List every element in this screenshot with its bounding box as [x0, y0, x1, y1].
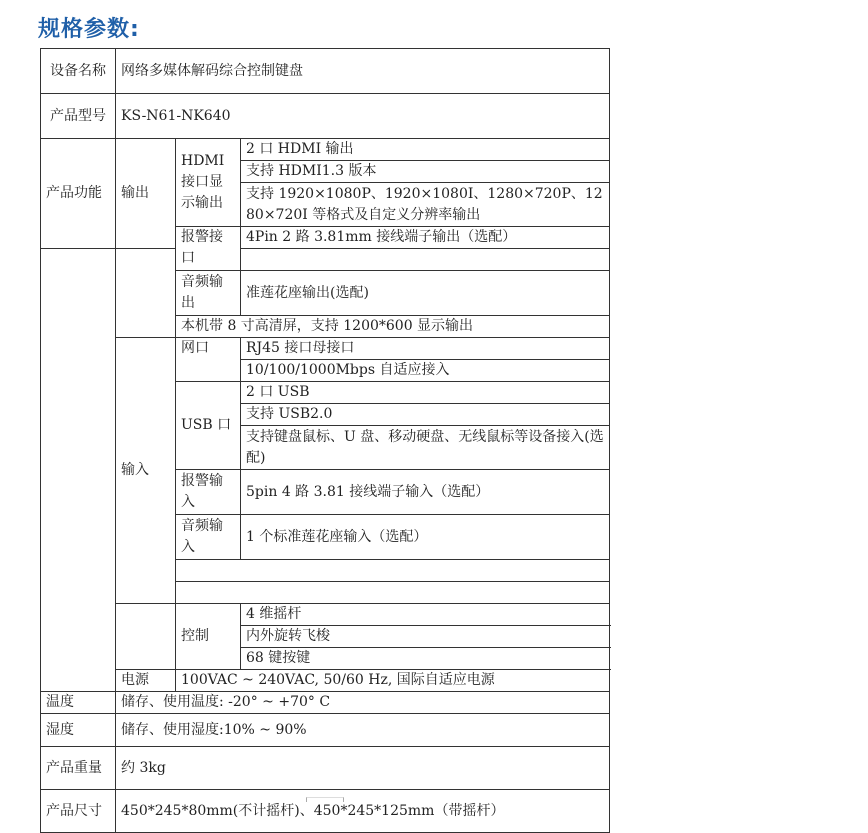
size-label: 产品尺寸	[41, 790, 116, 833]
hdmi-spec-3: 支持 1920×1080P、1920×1080I、1280×720P、1280×720I 等格式及自定义分辨率输出	[241, 183, 610, 227]
table-row	[41, 692, 610, 714]
power-value: 100VAC ~ 240VAC, 50/60 Hz, 国际自适应电源	[176, 670, 610, 692]
table-row	[41, 49, 610, 94]
control-spec-1: 4 维摇杆	[241, 604, 610, 626]
control-label: 控制	[176, 604, 241, 670]
hdmi-label: HDMI 接口显示输出	[176, 139, 241, 227]
weight-value: 约 3kg	[116, 747, 610, 790]
table-row	[41, 747, 610, 790]
alarm-in-value: 5pin 4 路 3.81 接线端子输入（选配）	[241, 470, 610, 515]
output-label: 输出	[116, 139, 176, 249]
audio-out-label: 音频输出	[176, 271, 241, 316]
hdmi-spec-1: 2 口 HDMI 输出	[241, 139, 610, 161]
temperature-value: 储存、使用温度: -20° ~ +70° C	[116, 692, 610, 714]
hdmi-spec-2: 支持 HDMI1.3 版本	[241, 161, 610, 183]
spec-table	[40, 48, 610, 833]
control-spec-2: 内外旋转飞梭	[241, 626, 610, 648]
model-label: 产品型号	[41, 94, 116, 139]
usb-spec-1: 2 口 USB	[241, 382, 610, 404]
spec-heading: 规格参数:	[38, 17, 140, 42]
function-label: 产品功能	[41, 139, 116, 249]
net-spec-2: 10/100/1000Mbps 自适应接入	[241, 360, 610, 382]
table-row	[41, 670, 610, 692]
input-label: 输入	[116, 338, 176, 604]
audio-in-label: 音频输入	[176, 515, 241, 560]
alarm-out-label: 报警接口	[176, 227, 241, 271]
table-row	[41, 94, 610, 139]
audio-out-value: 准莲花座输出(选配)	[241, 271, 610, 316]
table-row	[41, 139, 610, 161]
table-row	[41, 249, 610, 271]
audio-in-value: 1 个标准莲花座输入（选配）	[241, 515, 610, 560]
model-value: KS-N61-NK640	[116, 94, 610, 139]
table-row	[41, 604, 610, 626]
power-label: 电源	[116, 670, 176, 692]
weight-label: 产品重量	[41, 747, 116, 790]
alarm-out-value: 4Pin 2 路 3.81mm 接线端子输出（选配）	[241, 227, 610, 249]
control-spec-3: 68 键按键	[241, 648, 610, 670]
humidity-value: 储存、使用湿度:10% ~ 90%	[116, 714, 610, 747]
size-value: 450*245*80mm(不计摇杆)、450*245*125mm（带摇杆）	[116, 790, 610, 833]
table-row	[41, 338, 610, 360]
page-footer-mark	[306, 797, 344, 802]
table-row	[41, 790, 610, 833]
alarm-in-label: 报警输入	[176, 470, 241, 515]
device-name-label: 设备名称	[41, 49, 116, 94]
net-label: 网口	[176, 338, 241, 382]
net-spec-1: RJ45 接口母接口	[241, 338, 610, 360]
screen-value: 本机带 8 寸高清屏，支持 1200*600 显示输出	[176, 316, 610, 338]
usb-label: USB 口	[176, 382, 241, 470]
usb-spec-3: 支持键盘鼠标、U 盘、移动硬盘、无线鼠标等设备接入(选配)	[241, 426, 610, 470]
humidity-label: 湿度	[41, 714, 116, 747]
table-row	[41, 714, 610, 747]
usb-spec-2: 支持 USB2.0	[241, 404, 610, 426]
temperature-label: 温度	[41, 692, 116, 714]
device-name-value: 网络多媒体解码综合控制键盘	[116, 49, 610, 94]
